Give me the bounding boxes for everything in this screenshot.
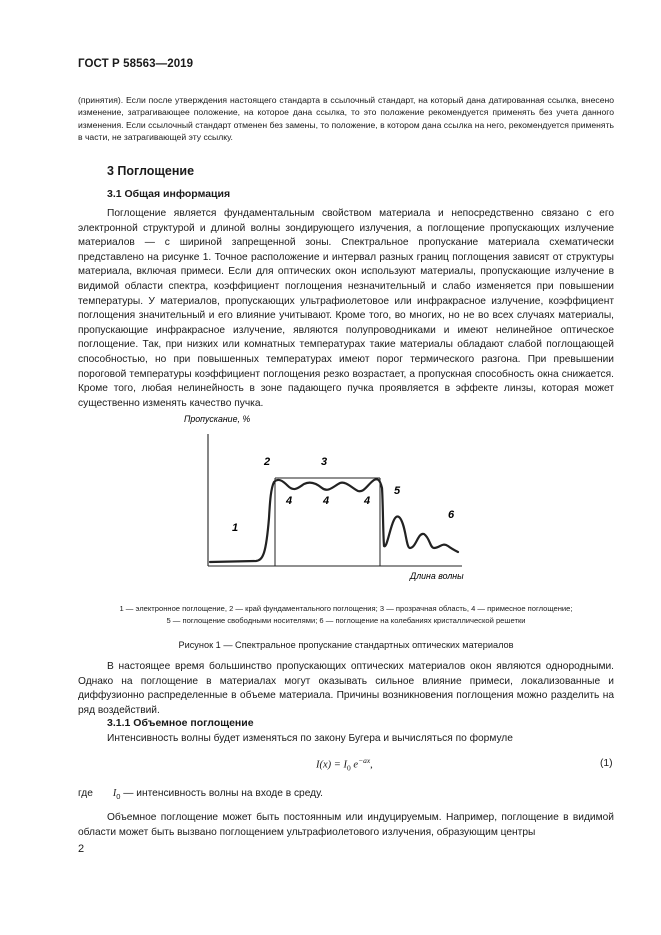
general-info-paragraph: Поглощение является фундаментальным свойством материала и непосредственно связано с его электронной структурой и длиной волны зондирующего излучения, а поглощение пропускающих излучение материалов — с шириной запрещенной зоны. Спектральное пропускание материала схематически представлено на рисунке 1. Точное расположение и интервал разных границ поглощения зависят от структуры материала, включая примеси. Если для оптических окон используют материалы, пропускающие излучение в видимой области спектра, коэффициент поглощения незначительный и слабо изменяется при повышении температуры. У материалов, пропускающих ультрафиолетовое или инфракрасное излучение, коэффициент поглощения значительный и его влияние учитывают. Кроме того, во многих, но не во всех случаях материалы, пропускающие инфракрасное излучение, являются полупроводниками и имеют нелинейное оптическое поглощение. Так, при низких или комнатных температурах такие материалы обладают слабой поглощающей способностью, но при повышенных температурах имеют порог термического разгона. При превышении пороговой температуры коэффициент поглощения резко возрастает, а пропускная способность окна снижается. Кроме того, любая нелинейность в зоне падающего пучка проявляется в эффекте линзы, которая может существенно изменять качество пучка.: [78, 208, 614, 409]
x-axis-label: Длина волны: [410, 571, 464, 581]
document-header: ГОСТ Р 58563—2019: [78, 58, 194, 70]
intro-paragraph: (принятия). Если после утверждения настоящего стандарта в ссылочный стандарт, на который дана датированная ссылка, внесено изменение, затрагивающее положение, на которое дана ссылка, то это положение рекомендуется применять без учета данного изменения. Если ссылочный стандарт отменен без замены, то положение, в котором дана ссылка на него, рекомендуется применять в части, не затрагивающей эту ссылку.: [78, 95, 614, 142]
label-4c: 4: [364, 495, 371, 507]
where-clause: [78, 788, 323, 801]
formula-sub: 0: [346, 763, 351, 773]
transmission-figure: [170, 408, 490, 583]
figure-legend: [78, 603, 614, 626]
label-1: 1: [232, 522, 239, 534]
where-symbol: I: [112, 788, 117, 799]
formula-sup: −ax: [358, 756, 371, 765]
y-axis-label: Пропускание, %: [184, 414, 251, 424]
label-6: 6: [448, 509, 455, 521]
label-5: 5: [394, 485, 401, 497]
label-4b: 4: [323, 495, 330, 507]
formula-exp: e: [350, 759, 359, 771]
formula-number: (1): [600, 758, 613, 769]
formula-1: [316, 756, 373, 773]
label-3: 3: [321, 456, 328, 468]
subsection-title: 3.1 Общая информация: [107, 188, 231, 200]
label-4a: 4: [286, 495, 293, 507]
volume-absorption-paragraph: Объемное поглощение может быть постоянным или индуцируемым. Например, поглощение в видимой области может быть вызвано поглощением ультрафиолетового излучения, образующим центры: [78, 812, 614, 838]
section-title: 3 Поглощение: [107, 164, 195, 178]
figure-legend-line-2: 5 — поглощение свободными носителями; 6 — поглощение на колебаниях кристаллической решетки: [166, 615, 526, 625]
subsubsection-title: 3.1.1 Объемное поглощение: [107, 717, 254, 729]
materials-paragraph: В настоящее время большинство пропускающих оптических материалов окон являются однородными. Однако на поглощение в материалах могут оказывать сильное влияние примеси, локализованные и диффузионно распределенные в объеме материала. Причины возникновения поглощения можно разделить на ряд воздействий.: [78, 661, 614, 716]
figure-legend-line-1: 1 — электронное поглощение, 2 — край фундаментального поглощения; 3 — прозрачная область, 4 — примесное поглощение;: [119, 604, 573, 613]
where-text: — интенсивность волны на входе в среду.: [120, 788, 323, 799]
label-2: 2: [264, 456, 271, 468]
figure-caption: Рисунок 1 — Спектральное пропускание стандартных оптических материалов: [178, 640, 514, 650]
bouguer-law-text: Интенсивность волны будет изменяться по закону Бугера и вычисляться по формуле: [107, 733, 513, 744]
formula-lhs: I(x) = I: [316, 759, 347, 771]
transmission-curve: [210, 479, 458, 562]
where-word: где: [78, 788, 93, 799]
formula-tail: ,: [370, 759, 373, 771]
page-number: 2: [78, 843, 85, 855]
where-sub: 0: [116, 792, 121, 802]
